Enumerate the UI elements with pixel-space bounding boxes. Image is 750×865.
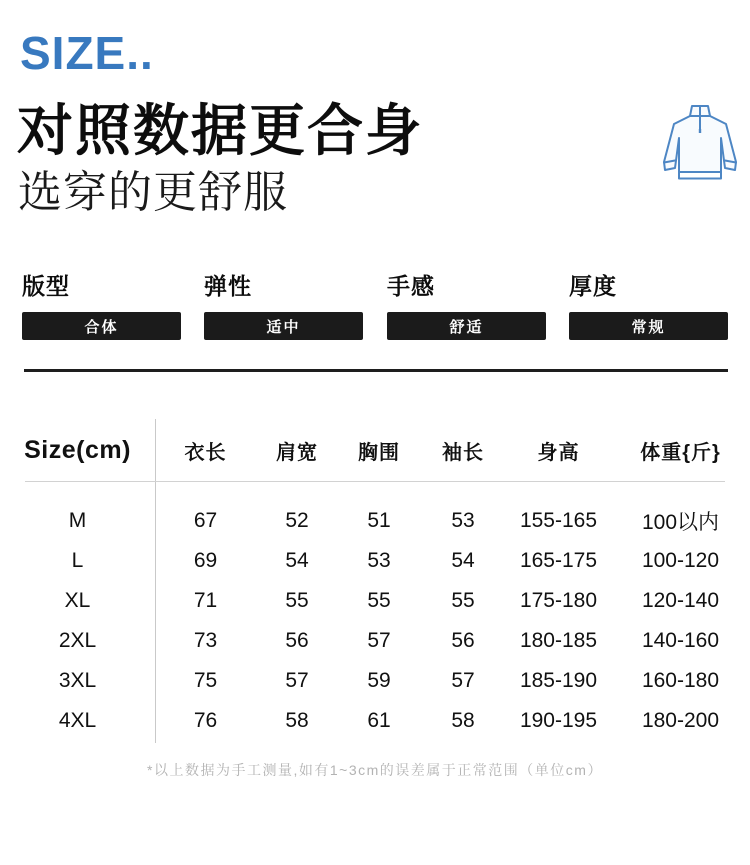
page-subtitle: 选穿的更舒服: [18, 168, 288, 217]
table-vertical-divider: [155, 419, 156, 743]
table-row-4xl: [0, 701, 750, 741]
measurement-cell: 58: [285, 709, 309, 732]
measurement-cell: 55: [285, 589, 309, 612]
measurement-cell: 165-175: [519, 549, 598, 572]
attribute-fit-value-pill: 合体: [22, 312, 181, 340]
size-cell: M: [68, 509, 87, 532]
attributes-row: [0, 272, 750, 342]
column-header-height: 身高: [537, 441, 580, 464]
column-header-garment-length: 衣长: [184, 441, 227, 464]
measurement-cell: 160-180: [641, 669, 720, 692]
size-cell: XL: [64, 589, 91, 612]
table-body: [0, 481, 750, 741]
measurement-cell: 180-200: [641, 709, 720, 732]
measurement-cell: 58: [451, 709, 475, 732]
column-header-shoulder-width: 肩宽: [276, 441, 318, 464]
measurement-cell: 140-160: [641, 629, 720, 652]
measurement-cell: 54: [451, 549, 475, 572]
measurement-cell: 53: [451, 509, 475, 532]
attribute-feel-label: 手感: [387, 273, 435, 299]
table-row-xl: [0, 581, 750, 621]
attribute-thickness-label: 厚度: [569, 273, 617, 299]
measurement-cell: 100-120: [641, 549, 720, 572]
measurement-disclaimer: *以上数据为手工测量,如有1~3cm的误差属于正常范围（单位cm）: [147, 762, 603, 778]
column-header-weight: 体重{斤}: [640, 441, 721, 464]
measurement-cell: 55: [451, 589, 475, 612]
measurement-cell: 73: [193, 629, 218, 652]
section-divider: [24, 369, 728, 372]
measurement-cell: 59: [367, 669, 391, 692]
column-header-sleeve-length: 袖长: [442, 441, 484, 464]
attribute-elasticity: [204, 272, 363, 340]
table-row-3xl: [0, 661, 750, 701]
measurement-cell: 54: [285, 549, 309, 572]
column-header-size: Size(cm): [24, 435, 131, 464]
size-cell: 4XL: [58, 709, 97, 732]
measurement-cell: 120-140: [641, 589, 720, 612]
size-cell: 3XL: [58, 669, 97, 692]
measurement-cell: 180-185: [519, 629, 598, 652]
jacket-icon: [660, 98, 740, 186]
measurement-cell: 53: [367, 549, 391, 572]
size-logo: SIZE..: [20, 27, 154, 79]
measurement-cell: 185-190: [519, 669, 598, 692]
measurement-cell: 75: [193, 669, 218, 692]
attribute-thickness-value-pill: 常规: [569, 312, 728, 340]
measurement-cell: 57: [285, 669, 309, 692]
attribute-feel-value-pill: 舒适: [387, 312, 546, 340]
attribute-feel: [387, 272, 546, 340]
measurement-cell: 56: [285, 629, 309, 652]
attribute-elasticity-label: 弹性: [204, 273, 252, 299]
measurement-cell: 56: [451, 629, 475, 652]
table-header-underline: [25, 481, 725, 482]
measurement-cell: 155-165: [519, 509, 598, 532]
measurement-cell: 69: [193, 549, 218, 572]
table-row-2xl: [0, 621, 750, 661]
measurement-cell: 190-195: [519, 709, 598, 732]
page-title: 对照数据更合身: [17, 99, 423, 162]
size-cell: 2XL: [58, 629, 97, 652]
table-row-m: [0, 501, 750, 541]
measurement-cell: 175-180: [519, 589, 598, 612]
size-cell: L: [71, 549, 84, 572]
measurement-cell: 100以内: [641, 511, 720, 534]
measurement-cell: 52: [285, 509, 309, 532]
size-table: [0, 419, 750, 743]
measurement-cell: 57: [367, 629, 391, 652]
attribute-fit-label: 版型: [22, 273, 70, 299]
attribute-elasticity-value-pill: 适中: [204, 312, 363, 340]
measurement-cell: 67: [193, 509, 218, 532]
measurement-cell: 61: [367, 709, 391, 732]
measurement-cell: 51: [367, 509, 391, 532]
measurement-cell: 76: [193, 709, 218, 732]
measurement-cell: 71: [193, 589, 218, 612]
measurement-cell: 57: [451, 669, 475, 692]
attribute-thickness: [569, 272, 728, 340]
column-header-chest: 胸围: [358, 441, 400, 464]
table-header-row: [0, 419, 750, 481]
table-row-l: [0, 541, 750, 581]
attribute-fit: [22, 272, 181, 340]
measurement-cell: 55: [367, 589, 391, 612]
